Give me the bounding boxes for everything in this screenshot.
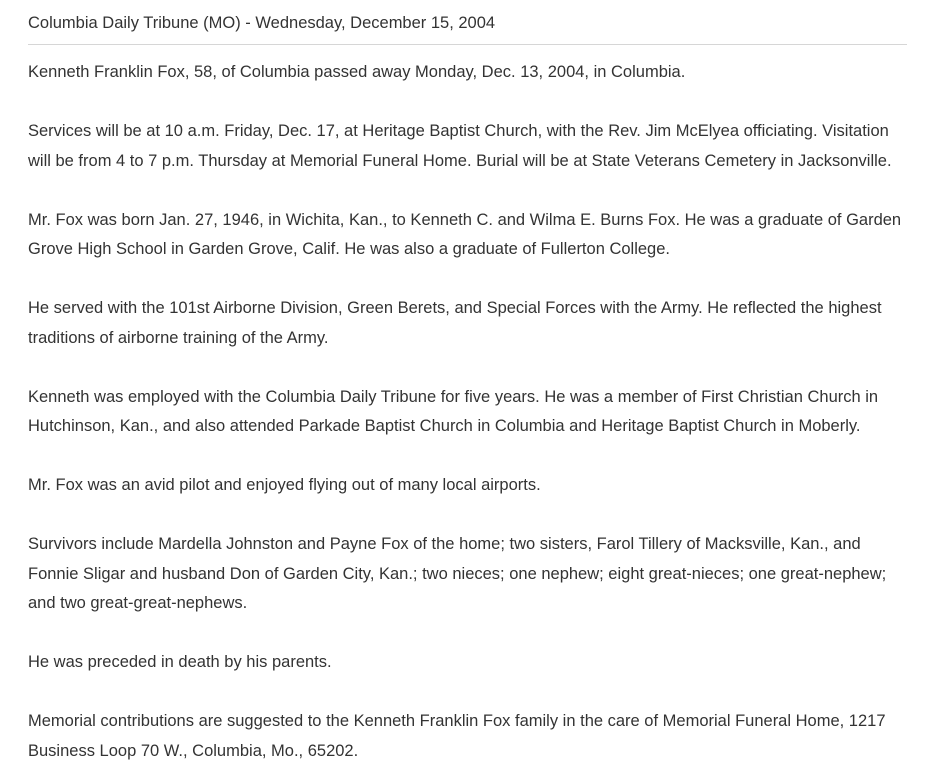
obituary-paragraph: Mr. Fox was an avid pilot and enjoyed flying out of many local airports. xyxy=(28,476,541,494)
obituary-article xyxy=(28,58,907,766)
obituary-paragraph: Memorial contributions are suggested to the Kenneth Franklin Fox family in the care of Memorial Funeral Home, 1217 Business Loop 70 W., Columbia, Mo., 65202. xyxy=(28,712,886,760)
obituary-paragraph: He was preceded in death by his parents. xyxy=(28,653,332,671)
obituary-paragraph: He served with the 101st Airborne Division, Green Berets, and Special Forces with the Army. He reflected the highest traditions of airborne training of the Army. xyxy=(28,299,882,347)
publication-source-line: Columbia Daily Tribune (MO) - Wednesday, December 15, 2004 xyxy=(28,12,907,45)
obituary-paragraph: Kenneth Franklin Fox, 58, of Columbia passed away Monday, Dec. 13, 2004, in Columbia. xyxy=(28,63,686,81)
obituary-paragraph: Services will be at 10 a.m. Friday, Dec. 17, at Heritage Baptist Church, with the Rev. Jim McElyea officiating. Visitation will be from 4 to 7 p.m. Thursday at Memorial Funeral Home. Burial will be at State Veterans Cemetery in Jacksonville. xyxy=(28,122,892,170)
obituary-paragraph: Kenneth was employed with the Columbia Daily Tribune for five years. He was a member of First Christian Church in Hutchinson, Kan., and also attended Parkade Baptist Church in Columbia and Heritage Baptist Church in Moberly. xyxy=(28,387,879,435)
obituary-paragraph: Survivors include Mardella Johnston and Payne Fox of the home; two sisters, Farol Tillery of Macksville, Kan., and Fonnie Sligar and husband Don of Garden City, Kan.; two nieces; one nephew; eight great-nieces; one great-nephew; and two great-great-nephews. xyxy=(28,535,887,612)
obituary-paragraph: Mr. Fox was born Jan. 27, 1946, in Wichita, Kan., to Kenneth C. and Wilma E. Burns Fox. He was a graduate of Garden Grove High School in Garden Grove, Calif. He was also a graduate of Fullerton College. xyxy=(28,210,902,258)
